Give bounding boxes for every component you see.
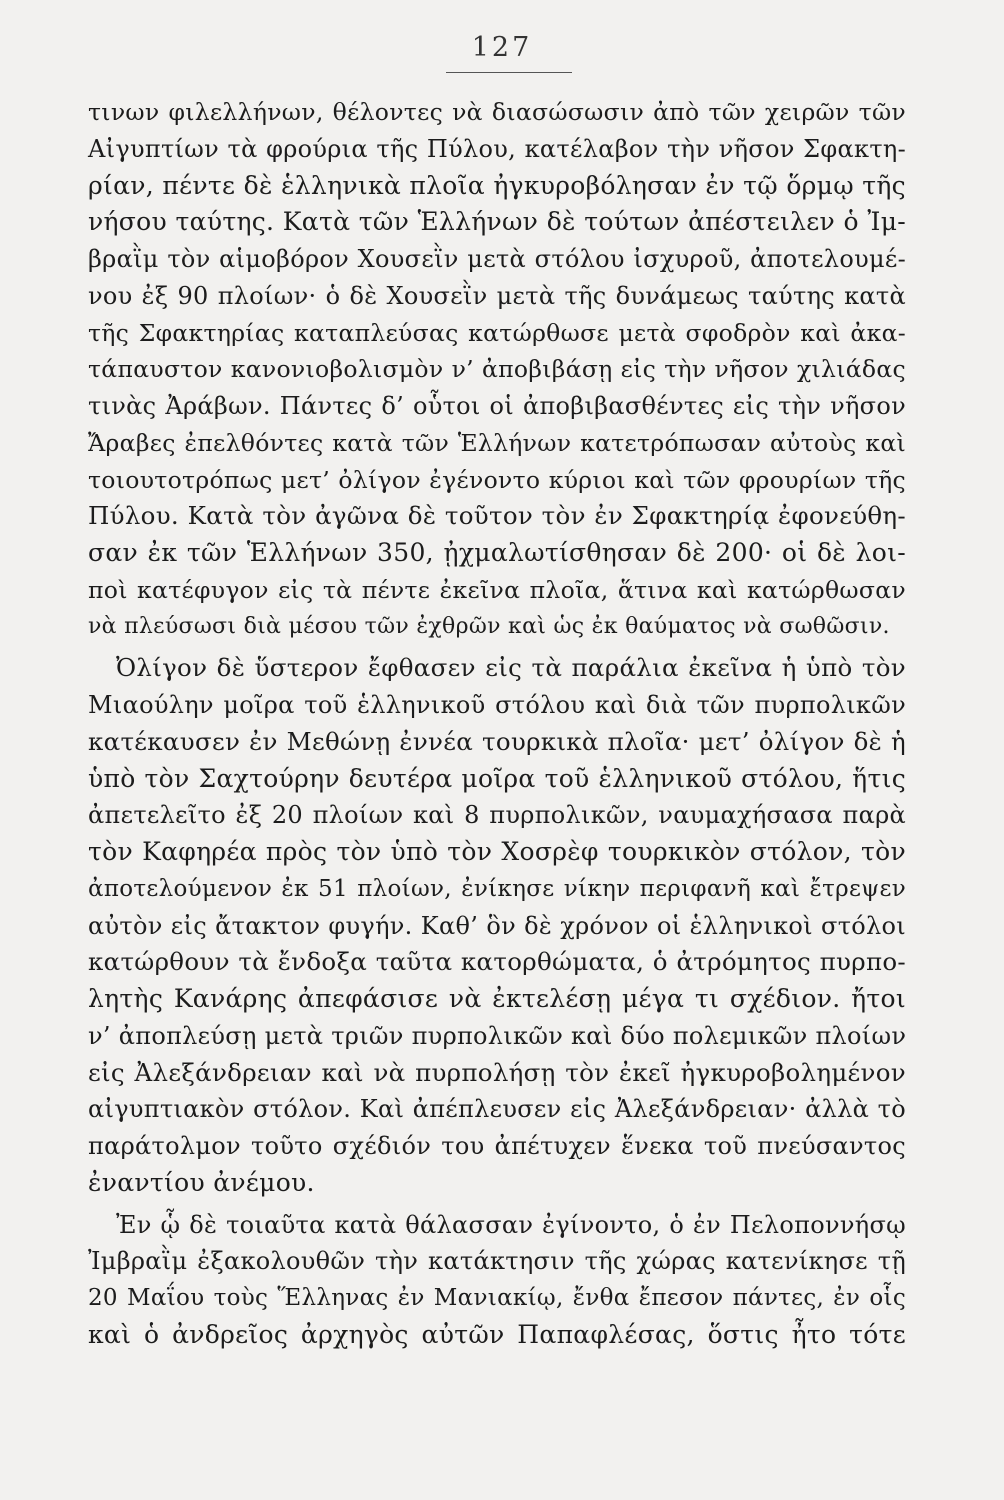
- text-line: σαν ἐκ τῶν Ἑλλήνων 350, ᾐχμαλωτίσθησαν δὲ 200· οἱ δὲ λοι-: [88, 538, 906, 567]
- text-line: τάπαυστον κανονιοβολισμὸν ν’ ἀποβιβάσῃ εἰς τὴν νῆσον χιλιάδας: [88, 355, 906, 384]
- text-line: ὑπὸ τὸν Σαχτούρην δευτέρα μοῖρα τοῦ ἑλληνικοῦ στόλου, ἥτις: [88, 763, 906, 793]
- text-line: 20 Μαΐου τοὺς Ἕλληνας ἐν Μανιακίῳ, ἔνθα ἔπεσον πάντες, ἐν οἷς: [88, 1285, 906, 1311]
- text-line: ἐναντίου ἀνέμου.: [88, 1167, 315, 1197]
- text-line: Ἄραβες ἐπελθόντες κατὰ τῶν Ἑλλήνων κατετρόπωσαν αὐτοὺς καὶ: [88, 428, 906, 457]
- text-line: νήσου ταύτης. Κατὰ τῶν Ἑλλήνων δὲ τούτων ἀπέστειλεν ὁ Ἰμ-: [88, 207, 906, 237]
- text-line: τοιουτοτρόπως μετ’ ὀλίγον ἐγένοντο κύριοι καὶ τῶν φρουρίων τῆς: [88, 465, 906, 494]
- text-line: Ἰμβραῒμ ἐξακολουθῶν τὴν κατάκτησιν τῆς χώρας κατενίκησε τῇ: [88, 1247, 906, 1276]
- header-rule: [446, 72, 572, 73]
- text-line: αἰγυπτιακὸν στόλον. Καὶ ἀπέπλευσεν εἰς Ἀλεξάνδρειαν· ἀλλὰ τὸ: [88, 1095, 906, 1124]
- text-line: ν’ ἀποπλεύσῃ μετὰ τριῶν πυρπολικῶν καὶ δύο πολεμικῶν πλοίων: [88, 1021, 907, 1050]
- text-line: λητὴς Κανάρης ἀπεφάσισε νὰ ἐκτελέσῃ μέγα τι σχέδιον. ἤτοι: [88, 984, 906, 1013]
- text-line: εἰς Ἀλεξάνδρειαν καὶ νὰ πυρπολήσῃ τὸν ἐκεῖ ἠγκυροβολημένον: [88, 1057, 906, 1087]
- text-line: αὐτὸν εἰς ἄτακτον φυγήν. Καθ’ ὃν δὲ χρόνον οἱ ἑλληνικοὶ στόλοι: [88, 911, 906, 940]
- text-line: ποὶ κατέφυγον εἰς τὰ πέντε ἐκεῖνα πλοῖα, ἅτινα καὶ κατώρθωσαν: [88, 575, 906, 604]
- paragraph-start-line: Ὀλίγον δὲ ὕστερον ἔφθασεν εἰς τὰ παράλια ἐκεῖνα ἡ ὑπὸ τὸν: [116, 653, 906, 683]
- text-line: τινὰς Ἀράβων. Πάντες δ’ οὗτοι οἱ ἀποβιβασθέντες εἰς τὴν νῆσον: [88, 392, 906, 420]
- text-line: Μιαούλην μοῖρα τοῦ ἑλληνικοῦ στόλου καὶ διὰ τῶν πυρπολικῶν: [88, 691, 906, 719]
- page-number: 127: [471, 32, 533, 63]
- text-line: ρίαν, πέντε δὲ ἑλληνικὰ πλοῖα ἠγκυροβόλησαν ἐν τῷ ὅρμῳ τῆς: [88, 170, 906, 200]
- text-line: τὸν Καφηρέα πρὸς τὸν ὑπὸ τὸν Χοσρὲφ τουρκικὸν στόλον, τὸν: [88, 837, 906, 866]
- text-line: καὶ ὁ ἀνδρεῖος ἀρχηγὸς αὐτῶν Παπαφλέσας, ὅστις ἦτο τότε: [88, 1319, 906, 1349]
- text-line: Πύλου. Κατὰ τὸν ἀγῶνα δὲ τοῦτον τὸν ἐν Σφακτηρίᾳ ἐφονεύθη-: [88, 501, 906, 531]
- text-line: βραῒμ τὸν αἱμοβόρον Χουσεῒν μετὰ στόλου ἰσχυροῦ, ἀποτελουμέ-: [88, 245, 906, 273]
- text-line: νου ἐξ 90 πλοίων· ὁ δὲ Χουσεῒν μετὰ τῆς δυνάμεως ταύτης κατὰ: [88, 281, 906, 310]
- text-line: κατώρθουν τὰ ἔνδοξα ταῦτα κατορθώματα, ὁ ἀτρόμητος πυρπο-: [88, 947, 906, 977]
- text-line: ἀποτελούμενον ἐκ 51 πλοίων, ἐνίκησε νίκην περιφανῆ καὶ ἔτρεψεν: [88, 875, 906, 902]
- body-text: [88, 94, 906, 1354]
- text-line: τινων φιλελλήνων, θέλοντες νὰ διασώσωσιν ἀπὸ τῶν χειρῶν τῶν: [88, 98, 906, 126]
- text-line: Αἰγυπτίων τὰ φρούρια τῆς Πύλου, κατέλαβον τὴν νῆσον Σφακτη-: [88, 134, 906, 163]
- paragraph-start-line: Ἐν ᾧ δὲ τοιαῦτα κατὰ θάλασσαν ἐγίνοντο, ὁ ἐν Πελοποννήσῳ: [116, 1210, 906, 1239]
- text-line: ἀπετελεῖτο ἐξ 20 πλοίων καὶ 8 πυρπολικῶν, ναυμαχήσασα παρὰ: [88, 801, 906, 830]
- text-line: κατέκαυσεν ἐν Μεθώνῃ ἐννέα τουρκικὰ πλοῖα· μετ’ ὀλίγον δὲ ἡ: [88, 726, 906, 756]
- text-line: νὰ πλεύσωσι διὰ μέσου τῶν ἐχθρῶν καὶ ὡς ἐκ θαύματος νὰ σωθῶσιν.: [88, 613, 890, 639]
- text-line: παράτολμον τοῦτο σχέδιόν του ἀπέτυχεν ἕνεκα τοῦ πνεύσαντος: [88, 1132, 906, 1160]
- text-line: τῆς Σφακτηρίας καταπλεύσας κατώρθωσε μετὰ σφοδρὸν καὶ ἀκα-: [88, 318, 906, 347]
